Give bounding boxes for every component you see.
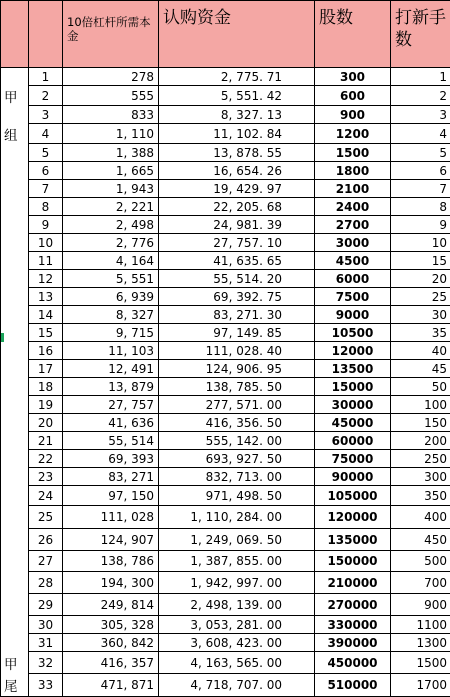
shares-cell: 1200 xyxy=(315,124,391,144)
group-cell xyxy=(1,414,29,432)
draw-lots-cell: 50 xyxy=(391,378,450,396)
header-group xyxy=(1,1,29,68)
table-row xyxy=(1,572,450,594)
draw-lots-cell: 1100 xyxy=(391,616,450,634)
draw-lots-cell: 1 xyxy=(391,68,450,86)
table-row xyxy=(1,506,450,529)
row-index: 4 xyxy=(29,124,63,144)
row-index: 32 xyxy=(29,652,63,674)
required-capital-cell: 305, 328 xyxy=(63,616,159,634)
table-row xyxy=(1,198,450,216)
header-required-capital: 10倍杠杆所需本金 xyxy=(63,1,159,68)
table-row xyxy=(1,180,450,198)
required-capital-cell: 416, 357 xyxy=(63,652,159,674)
shares-cell: 45000 xyxy=(315,414,391,432)
draw-lots-cell: 300 xyxy=(391,468,450,486)
row-marker xyxy=(1,333,4,342)
table-row xyxy=(1,652,450,674)
group-cell xyxy=(1,572,29,594)
required-capital-cell: 555 xyxy=(63,86,159,106)
row-index: 18 xyxy=(29,378,63,396)
table-row xyxy=(1,306,450,324)
shares-cell: 4500 xyxy=(315,252,391,270)
required-capital-cell: 1, 110 xyxy=(63,124,159,144)
shares-cell: 1500 xyxy=(315,144,391,162)
draw-lots-cell: 5 xyxy=(391,144,450,162)
shares-cell: 390000 xyxy=(315,634,391,652)
subscription-cell: 24, 981. 39 xyxy=(159,216,315,234)
group-cell xyxy=(1,216,29,234)
row-index: 20 xyxy=(29,414,63,432)
row-index: 1 xyxy=(29,68,63,86)
subscription-cell: 8, 327. 13 xyxy=(159,106,315,124)
table-row xyxy=(1,529,450,551)
subscription-cell: 1, 110, 284. 00 xyxy=(159,506,315,529)
draw-lots-cell: 8 xyxy=(391,198,450,216)
row-index: 27 xyxy=(29,551,63,572)
draw-lots-cell: 9 xyxy=(391,216,450,234)
subscription-cell: 2, 775. 71 xyxy=(159,68,315,86)
row-index: 24 xyxy=(29,486,63,506)
table-row xyxy=(1,468,450,486)
required-capital-cell: 55, 514 xyxy=(63,432,159,450)
row-index: 7 xyxy=(29,180,63,198)
subscription-cell: 55, 514. 20 xyxy=(159,270,315,288)
shares-cell: 30000 xyxy=(315,396,391,414)
row-index: 8 xyxy=(29,198,63,216)
group-cell xyxy=(1,252,29,270)
subscription-cell: 693, 927. 50 xyxy=(159,450,315,468)
table-row xyxy=(1,594,450,616)
group-cell xyxy=(1,144,29,162)
subscription-cell: 416, 356. 50 xyxy=(159,414,315,432)
table-row xyxy=(1,450,450,468)
table-row xyxy=(1,252,450,270)
shares-cell: 120000 xyxy=(315,506,391,529)
row-index: 21 xyxy=(29,432,63,450)
shares-cell: 300 xyxy=(315,68,391,86)
required-capital-cell: 471, 871 xyxy=(63,674,159,697)
required-capital-cell: 1, 388 xyxy=(63,144,159,162)
row-index: 23 xyxy=(29,468,63,486)
draw-lots-cell: 6 xyxy=(391,162,450,180)
table-row xyxy=(1,486,450,506)
draw-lots-cell: 500 xyxy=(391,551,450,572)
subscription-cell: 138, 785. 50 xyxy=(159,378,315,396)
shares-cell: 105000 xyxy=(315,486,391,506)
group-cell: 甲 xyxy=(1,86,29,106)
required-capital-cell: 249, 814 xyxy=(63,594,159,616)
draw-lots-cell: 25 xyxy=(391,288,450,306)
group-cell xyxy=(1,324,29,342)
row-index: 19 xyxy=(29,396,63,414)
header-shares: 股数 xyxy=(315,1,391,68)
shares-cell: 1800 xyxy=(315,162,391,180)
required-capital-cell: 833 xyxy=(63,106,159,124)
subscription-cell: 832, 713. 00 xyxy=(159,468,315,486)
row-index: 30 xyxy=(29,616,63,634)
shares-cell: 900 xyxy=(315,106,391,124)
group-cell xyxy=(1,106,29,124)
table-row xyxy=(1,270,450,288)
required-capital-cell: 9, 715 xyxy=(63,324,159,342)
group-cell xyxy=(1,634,29,652)
shares-cell: 90000 xyxy=(315,468,391,486)
row-index: 31 xyxy=(29,634,63,652)
group-cell xyxy=(1,288,29,306)
shares-cell: 2100 xyxy=(315,180,391,198)
table-row xyxy=(1,551,450,572)
shares-cell: 135000 xyxy=(315,529,391,551)
table-row xyxy=(1,234,450,252)
group-cell xyxy=(1,68,29,86)
subscription-cell: 111, 028. 40 xyxy=(159,342,315,360)
row-index: 22 xyxy=(29,450,63,468)
group-cell xyxy=(1,551,29,572)
subscription-cell: 555, 142. 00 xyxy=(159,432,315,450)
required-capital-cell: 1, 665 xyxy=(63,162,159,180)
table-row xyxy=(1,360,450,378)
subscription-cell: 971, 498. 50 xyxy=(159,486,315,506)
shares-cell: 210000 xyxy=(315,572,391,594)
draw-lots-cell: 20 xyxy=(391,270,450,288)
group-cell: 组 xyxy=(1,124,29,144)
shares-cell: 330000 xyxy=(315,616,391,634)
row-index: 12 xyxy=(29,270,63,288)
subscription-cell: 13, 878. 55 xyxy=(159,144,315,162)
group-cell xyxy=(1,360,29,378)
row-index: 26 xyxy=(29,529,63,551)
subscription-cell: 4, 718, 707. 00 xyxy=(159,674,315,697)
group-cell xyxy=(1,180,29,198)
table-row xyxy=(1,432,450,450)
subscription-cell: 1, 942, 997. 00 xyxy=(159,572,315,594)
row-index: 15 xyxy=(29,324,63,342)
draw-lots-cell: 2 xyxy=(391,86,450,106)
shares-cell: 510000 xyxy=(315,674,391,697)
draw-lots-cell: 7 xyxy=(391,180,450,198)
row-index: 5 xyxy=(29,144,63,162)
shares-cell: 12000 xyxy=(315,342,391,360)
required-capital-cell: 69, 393 xyxy=(63,450,159,468)
header-subscription-amount: 认购资金 xyxy=(159,1,315,68)
required-capital-cell: 41, 636 xyxy=(63,414,159,432)
table-row xyxy=(1,414,450,432)
draw-lots-cell: 400 xyxy=(391,506,450,529)
group-cell xyxy=(1,378,29,396)
row-index: 16 xyxy=(29,342,63,360)
table-row xyxy=(1,324,450,342)
required-capital-cell: 124, 907 xyxy=(63,529,159,551)
row-index: 17 xyxy=(29,360,63,378)
draw-lots-cell: 10 xyxy=(391,234,450,252)
table-row xyxy=(1,106,450,124)
draw-lots-cell: 40 xyxy=(391,342,450,360)
subscription-cell: 2, 498, 139. 00 xyxy=(159,594,315,616)
draw-lots-cell: 35 xyxy=(391,324,450,342)
draw-lots-cell: 150 xyxy=(391,414,450,432)
row-index: 6 xyxy=(29,162,63,180)
draw-lots-cell: 1500 xyxy=(391,652,450,674)
group-cell xyxy=(1,529,29,551)
required-capital-cell: 2, 498 xyxy=(63,216,159,234)
shares-cell: 270000 xyxy=(315,594,391,616)
shares-cell: 600 xyxy=(315,86,391,106)
subscription-cell: 27, 757. 10 xyxy=(159,234,315,252)
draw-lots-cell: 15 xyxy=(391,252,450,270)
group-cell xyxy=(1,270,29,288)
required-capital-cell: 27, 757 xyxy=(63,396,159,414)
row-index: 33 xyxy=(29,674,63,697)
shares-cell: 15000 xyxy=(315,378,391,396)
required-capital-cell: 194, 300 xyxy=(63,572,159,594)
required-capital-cell: 1, 943 xyxy=(63,180,159,198)
group-cell xyxy=(1,306,29,324)
subscription-cell: 83, 271. 30 xyxy=(159,306,315,324)
group-cell xyxy=(1,162,29,180)
shares-cell: 13500 xyxy=(315,360,391,378)
table-row xyxy=(1,288,450,306)
row-index: 13 xyxy=(29,288,63,306)
required-capital-cell: 360, 842 xyxy=(63,634,159,652)
row-index: 25 xyxy=(29,506,63,529)
required-capital-cell: 278 xyxy=(63,68,159,86)
group-cell xyxy=(1,396,29,414)
table-row xyxy=(1,162,450,180)
group-cell xyxy=(1,468,29,486)
draw-lots-cell: 700 xyxy=(391,572,450,594)
draw-lots-cell: 4 xyxy=(391,124,450,144)
shares-cell: 3000 xyxy=(315,234,391,252)
table-row xyxy=(1,396,450,414)
subscription-cell: 5, 551. 42 xyxy=(159,86,315,106)
subscription-cell: 277, 571. 00 xyxy=(159,396,315,414)
required-capital-cell: 97, 150 xyxy=(63,486,159,506)
table-row xyxy=(1,68,450,86)
group-cell xyxy=(1,234,29,252)
table-row xyxy=(1,342,450,360)
table-row xyxy=(1,216,450,234)
subscription-cell: 1, 387, 855. 00 xyxy=(159,551,315,572)
subscription-cell: 22, 205. 68 xyxy=(159,198,315,216)
group-cell xyxy=(1,486,29,506)
shares-cell: 9000 xyxy=(315,306,391,324)
subscription-cell: 3, 608, 423. 00 xyxy=(159,634,315,652)
shares-cell: 60000 xyxy=(315,432,391,450)
subscription-cell: 16, 654. 26 xyxy=(159,162,315,180)
row-index: 10 xyxy=(29,234,63,252)
table-row xyxy=(1,674,450,697)
draw-lots-cell: 250 xyxy=(391,450,450,468)
shares-cell: 450000 xyxy=(315,652,391,674)
required-capital-cell: 111, 028 xyxy=(63,506,159,529)
table-row xyxy=(1,378,450,396)
draw-lots-cell: 450 xyxy=(391,529,450,551)
header-index xyxy=(29,1,63,68)
row-index: 14 xyxy=(29,306,63,324)
row-index: 3 xyxy=(29,106,63,124)
subscription-cell: 3, 053, 281. 00 xyxy=(159,616,315,634)
group-cell xyxy=(1,432,29,450)
draw-lots-cell: 30 xyxy=(391,306,450,324)
subscription-cell: 1, 249, 069. 50 xyxy=(159,529,315,551)
required-capital-cell: 5, 551 xyxy=(63,270,159,288)
draw-lots-cell: 1300 xyxy=(391,634,450,652)
group-cell xyxy=(1,594,29,616)
draw-lots-cell: 100 xyxy=(391,396,450,414)
subscription-cell: 41, 635. 65 xyxy=(159,252,315,270)
group-cell: 甲 xyxy=(1,652,29,674)
table-row xyxy=(1,124,450,144)
group-cell: 尾 xyxy=(1,674,29,697)
required-capital-cell: 8, 327 xyxy=(63,306,159,324)
row-index: 29 xyxy=(29,594,63,616)
group-cell xyxy=(1,616,29,634)
required-capital-cell: 13, 879 xyxy=(63,378,159,396)
required-capital-cell: 2, 776 xyxy=(63,234,159,252)
header-row xyxy=(1,1,450,68)
draw-lots-cell: 45 xyxy=(391,360,450,378)
header-draw-lots: 打新手数 xyxy=(391,1,450,68)
row-index: 9 xyxy=(29,216,63,234)
draw-lots-cell: 200 xyxy=(391,432,450,450)
subscription-cell: 11, 102. 84 xyxy=(159,124,315,144)
table-row xyxy=(1,86,450,106)
draw-lots-cell: 350 xyxy=(391,486,450,506)
table-row xyxy=(1,634,450,652)
table-row xyxy=(1,616,450,634)
group-cell xyxy=(1,342,29,360)
shares-cell: 7500 xyxy=(315,288,391,306)
required-capital-cell: 4, 164 xyxy=(63,252,159,270)
shares-cell: 75000 xyxy=(315,450,391,468)
subscription-cell: 97, 149. 85 xyxy=(159,324,315,342)
shares-cell: 10500 xyxy=(315,324,391,342)
required-capital-cell: 83, 271 xyxy=(63,468,159,486)
required-capital-cell: 11, 103 xyxy=(63,342,159,360)
required-capital-cell: 12, 491 xyxy=(63,360,159,378)
draw-lots-cell: 1700 xyxy=(391,674,450,697)
shares-cell: 150000 xyxy=(315,551,391,572)
subscription-cell: 124, 906. 95 xyxy=(159,360,315,378)
group-cell xyxy=(1,198,29,216)
required-capital-cell: 138, 786 xyxy=(63,551,159,572)
row-index: 28 xyxy=(29,572,63,594)
table-row xyxy=(1,144,450,162)
row-index: 11 xyxy=(29,252,63,270)
shares-cell: 2700 xyxy=(315,216,391,234)
required-capital-cell: 2, 221 xyxy=(63,198,159,216)
subscription-cell: 69, 392. 75 xyxy=(159,288,315,306)
group-cell xyxy=(1,450,29,468)
draw-lots-cell: 900 xyxy=(391,594,450,616)
subscription-cell: 4, 163, 565. 00 xyxy=(159,652,315,674)
shares-cell: 2400 xyxy=(315,198,391,216)
row-index: 2 xyxy=(29,86,63,106)
shares-cell: 6000 xyxy=(315,270,391,288)
draw-lots-cell: 3 xyxy=(391,106,450,124)
required-capital-cell: 6, 939 xyxy=(63,288,159,306)
group-cell xyxy=(1,506,29,529)
subscription-cell: 19, 429. 97 xyxy=(159,180,315,198)
